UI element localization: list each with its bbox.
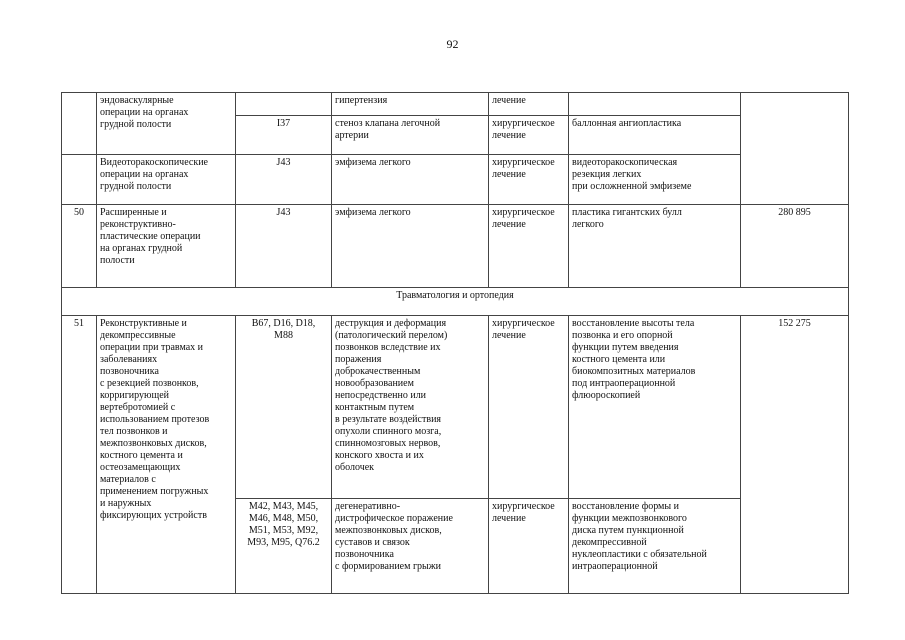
treatment-type-cell: хирургическое лечение [489, 116, 569, 155]
intervention-name-cell: эндоваскулярные операции на органах грудной полости [97, 93, 236, 155]
row-number-cell: 51 [62, 316, 97, 594]
table-row [62, 205, 849, 288]
icd-code-cell: B67, D16, D18, M88 [236, 316, 332, 499]
diagnosis-cell: стеноз клапана легочной артерии [332, 116, 489, 155]
section-title: Травматология и ортопедия [62, 288, 849, 316]
method-cell: восстановление высоты тела позвонка и его опорной функции путем введения костного цемента или биокомпозитных материалов под интраоперационной флюороскопией [569, 316, 741, 499]
table-row [62, 155, 849, 205]
method-cell: видеоторакоскопическая резекция легких при осложненной эмфиземе [569, 155, 741, 205]
icd-code-cell: I37 [236, 116, 332, 155]
method-cell [569, 93, 741, 116]
section-row [62, 288, 849, 316]
icd-code-cell [236, 93, 332, 116]
procedures-table [61, 92, 849, 594]
row-number-cell: 50 [62, 205, 97, 288]
diagnosis-cell: эмфизема легкого [332, 155, 489, 205]
diagnosis-cell: деструкция и деформация (патологический перелом) позвонков вследствие их поражения доброкачественным новообразованием непосредственно или контактным путем в результате воздействия опухоли спинного мозга, спинномозговых нервов, конского хвоста и их оболочек [332, 316, 489, 499]
treatment-type-cell: хирургическое лечение [489, 316, 569, 499]
cost-cell [741, 93, 849, 205]
row-number-cell [62, 155, 97, 205]
cost-cell: 152 275 [741, 316, 849, 594]
treatment-type-cell: хирургическое лечение [489, 155, 569, 205]
intervention-name-cell: Видеоторакоскопические операции на органах грудной полости [97, 155, 236, 205]
table-row [62, 93, 849, 116]
icd-code-cell: J43 [236, 205, 332, 288]
cost-cell: 280 895 [741, 205, 849, 288]
diagnosis-cell: эмфизема легкого [332, 205, 489, 288]
row-number-cell [62, 93, 97, 155]
page-number: 92 [446, 37, 459, 51]
icd-code-cell: J43 [236, 155, 332, 205]
method-cell: баллонная ангиопластика [569, 116, 741, 155]
method-cell: пластика гигантских булл легкого [569, 205, 741, 288]
intervention-name-cell: Реконструктивные и декомпрессивные операции при травмах и заболеваниях позвоночника с резекцией позвонков, корригирующей вертебротомией с использованием протезов тел позвонков и межпозвонковых дисков, костного цемента и остеозамещающих материалов с применением погружных и наружных фиксирующих устройств [97, 316, 236, 594]
treatment-type-cell: хирургическое лечение [489, 499, 569, 594]
intervention-name-cell: Расширенные и реконструктивно- пластические операции на органах грудной полости [97, 205, 236, 288]
table-row [62, 316, 849, 499]
diagnosis-cell: дегенеративно- дистрофическое поражение межпозвонковых дисков, суставов и связок позвоночника с формированием грыжи [332, 499, 489, 594]
treatment-type-cell: лечение [489, 93, 569, 116]
method-cell: восстановление формы и функции межпозвонкового диска путем пункционной декомпрессивной нуклеопластики с обязательной интраоперационной [569, 499, 741, 594]
icd-code-cell: M42, M43, M45, M46, M48, M50, M51, M53, M92, M93, M95, Q76.2 [236, 499, 332, 594]
treatment-type-cell: хирургическое лечение [489, 205, 569, 288]
diagnosis-cell: гипертензия [332, 93, 489, 116]
